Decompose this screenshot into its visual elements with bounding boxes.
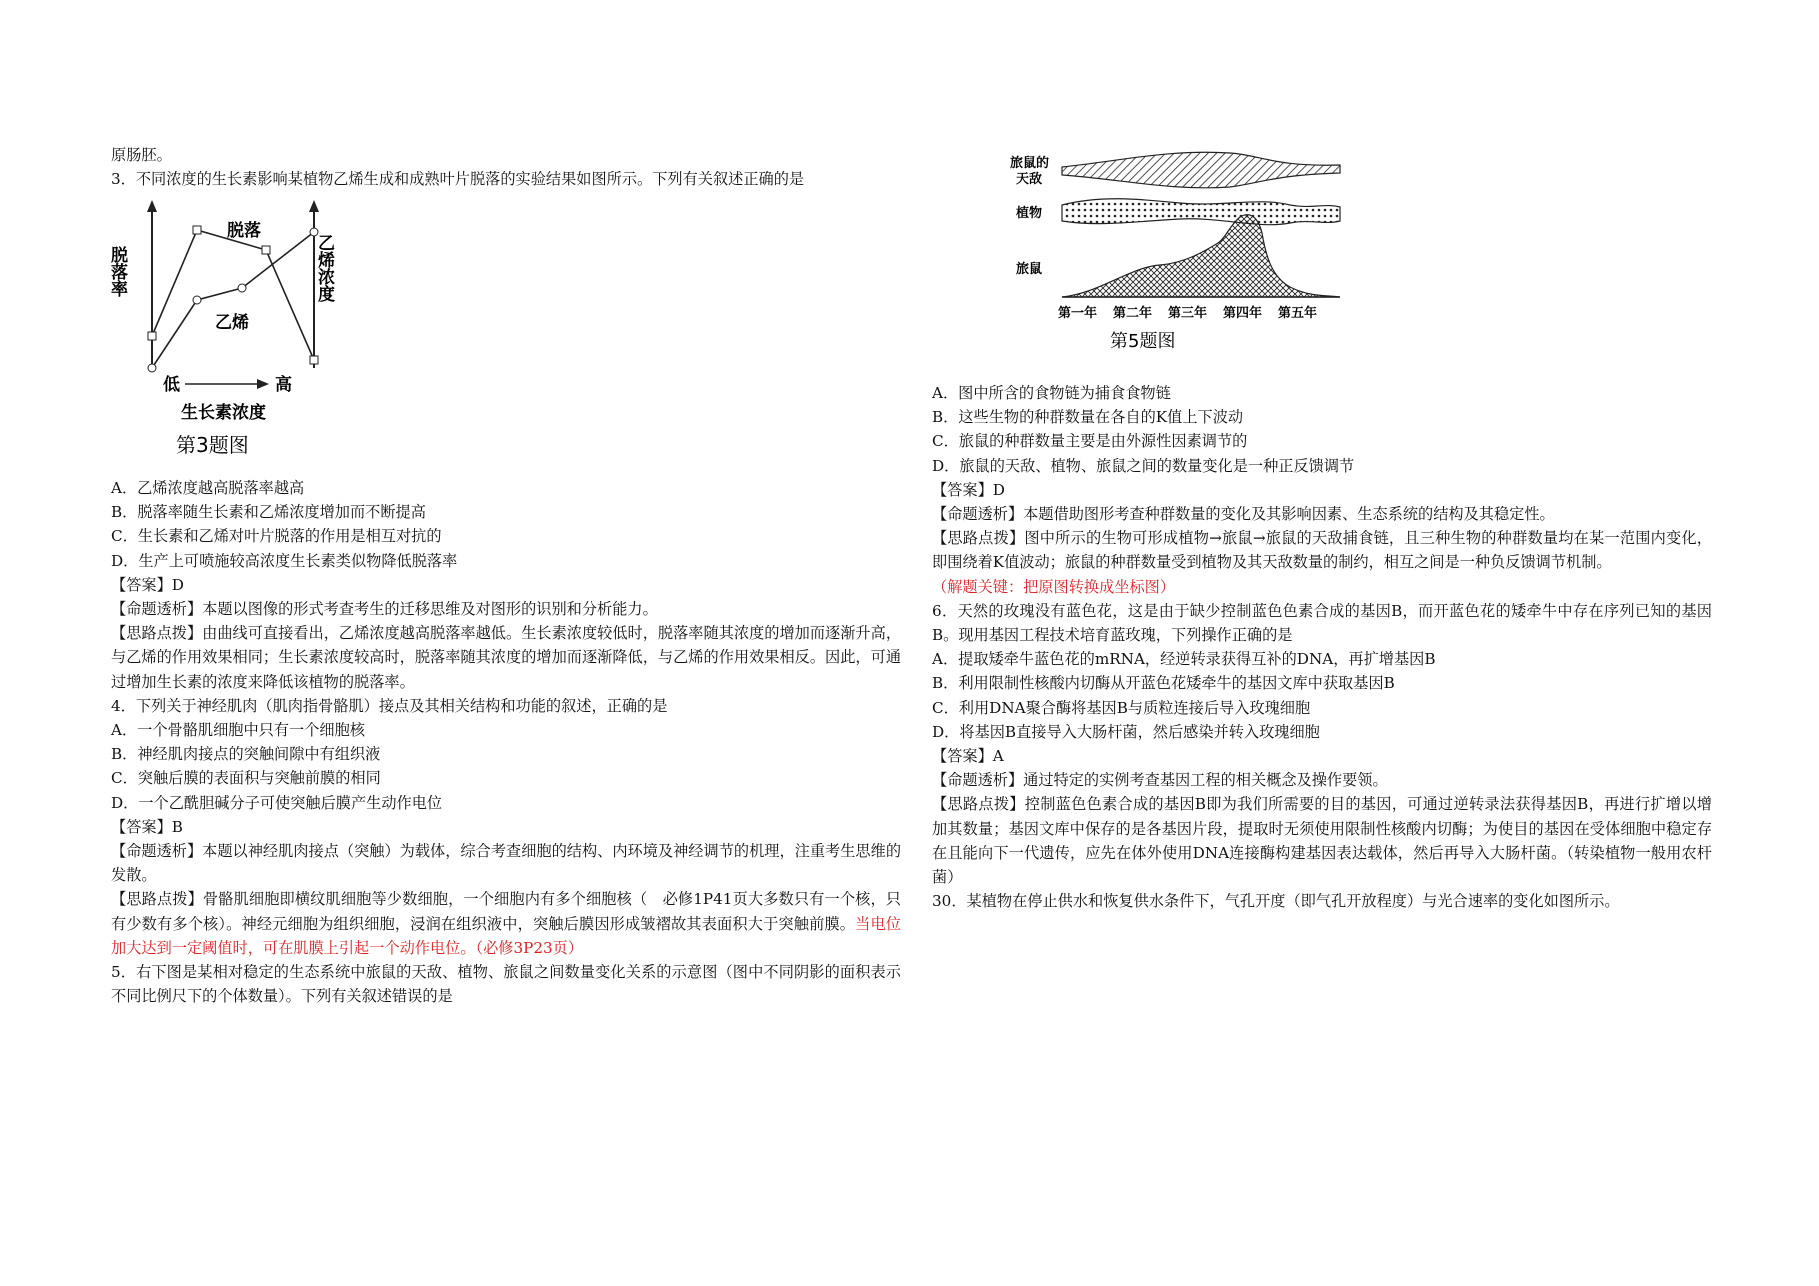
x-axis-label: 生长素浓度 — [181, 403, 266, 423]
figure-3-caption: 第3题图 — [176, 433, 249, 457]
q4-solution-text: 【思路点拨】骨骼肌细胞即横纹肌细胞等少数细胞，一个细胞内有多个细胞核（ 必修1P41页大多数只有一个核，只有少数有多个核）。神经元细胞为组织细胞，浸润在组织液中，突触后膜因形成皱褶故其表面积大于突触前膜。 — [111, 890, 901, 933]
year-3: 第三年 — [1168, 306, 1208, 321]
q4-option-d: D．一个乙酰胆碱分子可使突触后膜产生动作电位 — [111, 793, 443, 812]
q3-option-d: D．生产上可喷施较高浓度生长素类似物降低脱落率 — [111, 551, 458, 570]
q4-option-a: A．一个骨骼肌细胞中只有一个细胞核 — [111, 721, 365, 740]
q4-option-b: B．神经肌肉接点的突触间隙中有组织液 — [111, 745, 381, 764]
q3-solution: 【思路点拨】由曲线可直接看出，乙烯浓度越高脱落率越低。生长素浓度较低时，脱落率随其浓度的增加而逐渐升高，与乙烯的作用效果相同；生长素浓度较高时，脱落率随其浓度的增加而逐渐降低，与乙烯的作用效果相反。因此，可通过增加生长素的浓度来降低该植物的脱落率。 — [111, 624, 901, 691]
q5-analysis: 【命题透析】本题借助图形考查种群数量的变化及其影响因素、生态系统的结构及其稳定性。 — [932, 505, 1555, 524]
label-plant: 植物 — [1016, 206, 1043, 221]
q4-option-c: C．突触后膜的表面积与突触前膜的相同 — [111, 769, 381, 788]
figure-5-caption: 第5题图 — [1110, 331, 1176, 352]
figure-3-diagram — [107, 200, 371, 465]
question-30-stem: 30．某植物在停止供水和恢复供水条件下，气孔开度（即气孔开放程度）与光合速率的变化如图所示。 — [932, 892, 1620, 911]
x-low-label: 低 — [163, 375, 180, 395]
q4-analysis: 【命题透析】本题以神经肌肉接点（突触）为载体，综合考查细胞的结构、内环境及神经调节的机理，注重考生思维的发散。 — [111, 842, 901, 885]
curve-label-fall: 脱落 — [227, 221, 261, 241]
q4-solution — [111, 887, 901, 960]
left-column-bottom — [111, 476, 901, 1008]
q6-option-c: C．利用DNA聚合酶将基因B与质粒连接后导入玫瑰细胞 — [932, 698, 1311, 717]
figure-3 — [107, 200, 371, 465]
year-2: 第二年 — [1113, 306, 1153, 321]
q3-option-b: B．脱落率随生长素和乙烯浓度增加而不断提高 — [111, 503, 426, 522]
q5-solution: 【思路点拨】图中所示的生物可形成植物→旅鼠→旅鼠的天敌捕食链，且三种生物的种群数量均在某一范围内变化，即围绕着K值波动；旅鼠的种群数量受到植物及其天敌数量的制约，相互之间是一种负反馈调节机制。 — [932, 529, 1712, 572]
right-column — [932, 381, 1712, 913]
year-1: 第一年 — [1058, 306, 1098, 321]
y-label-left: 脱落率 — [107, 246, 127, 297]
figure-5 — [1010, 147, 1340, 367]
question-4-stem: 4．下列关于神经肌肉（肌肉指骨骼肌）接点及其相关结构和功能的叙述，正确的是 — [111, 696, 668, 715]
q5-option-d: D．旅鼠的天敌、植物、旅鼠之间的数量变化是一种正反馈调节 — [932, 456, 1355, 475]
q5-answer: 【答案】D — [932, 480, 1005, 499]
left-column-top — [111, 143, 901, 191]
q3-option-a: A．乙烯浓度越高脱落率越高 — [111, 479, 305, 497]
q6-solution: 【思路点拨】控制蓝色色素合成的基因B即为我们所需要的目的基因，可通过逆转录法获得基因B，再进行扩增以增加其数量；基因文库中保存的是各基因片段，提取时无须使用限制性核酸内切酶；为使目的基因在受体细胞中稳定存在且能向下一代遗传，应先在体外使用DNA连接酶构建基因表达载体，然后再导入大肠杆菌。（转染植物一般用农杆菌） — [932, 795, 1712, 887]
text-line: 原肠胚。 — [111, 146, 172, 164]
curve-label-ethylene: 乙烯 — [215, 313, 249, 333]
q3-answer: 【答案】D — [111, 575, 184, 594]
q6-answer: 【答案】A — [932, 747, 1004, 766]
q5-option-b: B．这些生物的种群数量在各自的K值上下波动 — [932, 408, 1244, 427]
x-high-label: 高 — [275, 375, 292, 395]
label-lemming: 旅鼠 — [1016, 262, 1043, 277]
y-label-right: 乙烯浓度 — [314, 234, 334, 302]
label-predator-2: 天敌 — [1016, 172, 1043, 187]
q6-option-a: A．提取矮牵牛蓝色花的mRNA，经逆转录获得互补的DNA，再扩增基因B — [932, 650, 1436, 669]
q5-option-c: C．旅鼠的种群数量主要是由外源性因素调节的 — [932, 432, 1248, 451]
q5-key-note: （解题关键：把原图转换成坐标图） — [932, 577, 1175, 596]
q6-option-d: D．将基因B直接导入大肠杆菌，然后感染并转入玫瑰细胞 — [932, 722, 1320, 741]
figure-5-diagram — [1010, 147, 1340, 367]
year-5: 第五年 — [1278, 306, 1318, 321]
label-predator: 旅鼠的 — [1010, 156, 1050, 171]
q6-option-b: B．利用限制性核酸内切酶从开蓝色花矮牵牛的基因文库中获取基因B — [932, 674, 1395, 693]
q4-solution-highlight: 当电位加大达到一定阈值时，可在肌膜上引起一个动作电位。（必修3P23页） — [111, 914, 901, 957]
q3-option-c: C．生长素和乙烯对叶片脱落的作用是相互对抗的 — [111, 527, 442, 546]
year-4: 第四年 — [1223, 306, 1263, 321]
question-5-stem: 5．右下图是某相对稳定的生态系统中旅鼠的天敌、植物、旅鼠之间数量变化关系的示意图（图中不同阴影的面积表示不同比例尺下的个体数量）。下列有关叙述错误的是 — [111, 963, 901, 1006]
q3-analysis: 【命题透析】本题以图像的形式考查考生的迁移思维及对图形的识别和分析能力。 — [111, 600, 658, 619]
question-6-stem: 6．天然的玫瑰没有蓝色花，这是由于缺少控制蓝色色素合成的基因B，而开蓝色花的矮牵牛中存在序列已知的基因B。现用基因工程技术培育蓝玫瑰，下列操作正确的是 — [932, 601, 1712, 645]
q5-option-a: A．图中所含的食物链为捕食食物链 — [932, 384, 1171, 402]
q6-analysis: 【命题透析】通过特定的实例考查基因工程的相关概念及操作要领。 — [932, 771, 1388, 790]
question-3-stem: 3．不同浓度的生长素影响某植物乙烯生成和成熟叶片脱落的实验结果如图所示。下列有关叙述正确的是 — [111, 170, 805, 189]
q4-answer: 【答案】B — [111, 817, 183, 836]
